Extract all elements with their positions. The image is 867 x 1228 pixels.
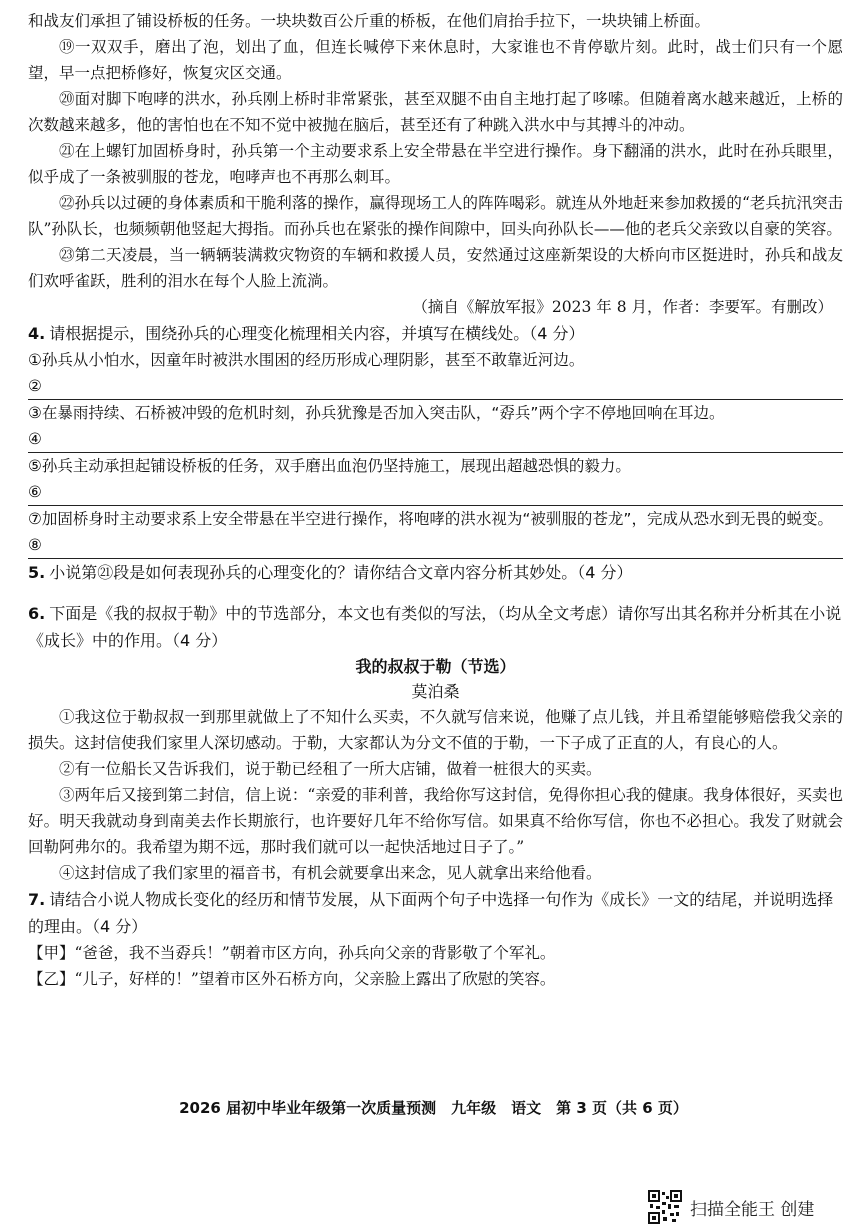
passage-paragraph-22: ㉒孙兵以过硬的身体素质和干脆利落的操作，赢得现场工人的阵阵喝彩。就连从外地赶来参加救援的“老兵抗汛突击队”孙队长，也频频朝他竖起大拇指。而孙兵也在紧张的操作间隙中，回头向孙队长——他的老兵父亲致以自豪的笑容。 xyxy=(28,194,843,238)
excerpt-paragraph-1: ①我这位于勒叔叔一到那里就做上了不知什么买卖，不久就写信来说，他赚了点儿钱，并且希望能够赔偿我父亲的损失。这封信使我们家里人深切感动。于勒，大家都认为分文不值的于勒，一下子成了正直的人，有良心的人。 xyxy=(28,708,843,752)
passage-paragraph-20: ⑳面对脚下咆哮的洪水，孙兵刚上桥时非常紧张，甚至双腿不由自主地打起了哆嗦。但随着离水越来越近，上桥的次数越来越多，他的害怕也在不知不觉中被抛在脑后，甚至还有了种跳入洪水中与其搏斗的冲动。 xyxy=(28,90,843,134)
excerpt-author: 莫泊桑 xyxy=(411,682,460,701)
answer-space[interactable] xyxy=(28,586,843,600)
question-number: 4. xyxy=(28,324,46,343)
passage-paragraph: 和战友们承担了铺设桥板的任务。一块块数百公斤重的桥板，在他们肩抬手拉下，一块块铺上桥面。 xyxy=(28,12,711,30)
question-text: 小说第㉑段是如何表现孙兵的心理变化的？请你结合文章内容分析其妙处。（4 分） xyxy=(49,563,633,582)
option-jia: 【甲】“爸爸，我不当孬兵！”朝着市区方向，孙兵向父亲的背影敬了个军礼。 xyxy=(28,944,556,962)
question-text: 请根据提示，围绕孙兵的心理变化梳理相关内容，并填写在横线处。（4 分） xyxy=(49,324,585,343)
page-footer: 2026 届初中毕业年级第一次质量预测 九年级 语文 第 3 页（共 6 页） xyxy=(179,1099,688,1117)
excerpt-title: 我的叔叔于勒（节选） xyxy=(355,657,516,676)
question-7 xyxy=(28,886,843,940)
excerpt-paragraph-3: ③两年后又接到第二封信，信上说：“亲爱的菲利普，我给你写这封信，免得你担心我的健康。我身体很好，买卖也好。明天我就动身到南美去作长期旅行，也许要好几年不给你写信。如果真不给你写信，你也不必担心。我发了财就会回勒阿弗尔的。我希望为期不远，那时我们就可以一起快活地过日子了。” xyxy=(28,786,843,856)
answer-item-5: ⑤孙兵主动承担起铺设桥板的任务，双手磨出血泡仍坚持施工，展现出超越恐惧的毅力。 xyxy=(28,457,631,475)
scanner-watermark xyxy=(648,1190,814,1224)
question-number: 5. xyxy=(28,563,46,582)
answer-blank-4[interactable]: ④ xyxy=(28,426,843,453)
passage-paragraph-19: ⑲一双双手，磨出了泡，划出了血，但连长喊停下来休息时，大家谁也不肯停歇片刻。此时，战士们只有一个愿望，早一点把桥修好，恢复灾区交通。 xyxy=(28,38,843,82)
excerpt-paragraph-4: ④这封信成了我们家里的福音书，有机会就要拿出来念，见人就拿出来给他看。 xyxy=(59,864,602,882)
option-yi: 【乙】“儿子，好样的！”望着市区外石桥方向，父亲脸上露出了欣慰的笑容。 xyxy=(28,970,556,988)
answer-item-7: ⑦加固桥身时主动要求系上安全带悬在半空进行操作，将咆哮的洪水视为“被驯服的苍龙”，完成从恐水到无畏的蜕变。 xyxy=(28,510,833,528)
excerpt-paragraph-2: ②有一位船长又告诉我们，说于勒已经租了一所大店铺，做着一桩很大的买卖。 xyxy=(59,760,602,778)
passage-paragraph-23: ㉓第二天凌晨，当一辆辆装满救灾物资的车辆和救援人员，安然通过这座新架设的大桥向市区挺进时，孙兵和战友们欢呼雀跃，胜利的泪水在每个人脸上流淌。 xyxy=(28,246,843,290)
answer-blank-8[interactable]: ⑧ xyxy=(28,532,843,559)
answer-item-3: ③在暴雨持续、石桥被冲毁的危机时刻，孙兵犹豫是否加入突击队，“孬兵”两个字不停地回响在耳边。 xyxy=(28,404,725,422)
answer-blank-2[interactable]: ② xyxy=(28,373,843,400)
question-6 xyxy=(28,600,843,654)
question-number: 6. xyxy=(28,604,46,623)
answer-blank-6[interactable]: ⑥ xyxy=(28,479,843,506)
passage-paragraph-21: ㉑在上螺钉加固桥身时，孙兵第一个主动要求系上安全带悬在半空进行操作。身下翻涌的洪水，此时在孙兵眼里，似乎成了一条被驯服的苍龙，咆哮声也不再那么刺耳。 xyxy=(28,142,843,186)
question-text: 下面是《我的叔叔于勒》中的节选部分，本文也有类似的写法，（均从全文考虑）请你写出其名称并分析其在小说《成长》中的作用。（4 分） xyxy=(28,604,842,650)
exam-page xyxy=(28,8,843,992)
passage-source: （摘自《解放军报》2023 年 8 月，作者：李要军。有删改） xyxy=(412,298,833,316)
question-4 xyxy=(28,320,843,347)
question-text: 请结合小说人物成长变化的经历和情节发展，从下面两个句子中选择一句作为《成长》一文的结尾，并说明选择的理由。（4 分） xyxy=(28,890,834,936)
question-number: 7. xyxy=(28,890,46,909)
qr-code-icon xyxy=(648,1190,682,1224)
question-5 xyxy=(28,559,843,586)
answer-item-1: ①孙兵从小怕水，因童年时被洪水围困的经历形成心理阴影，甚至不敢靠近河边。 xyxy=(28,351,585,369)
watermark-text: 扫描全能王 创建 xyxy=(690,1199,815,1220)
